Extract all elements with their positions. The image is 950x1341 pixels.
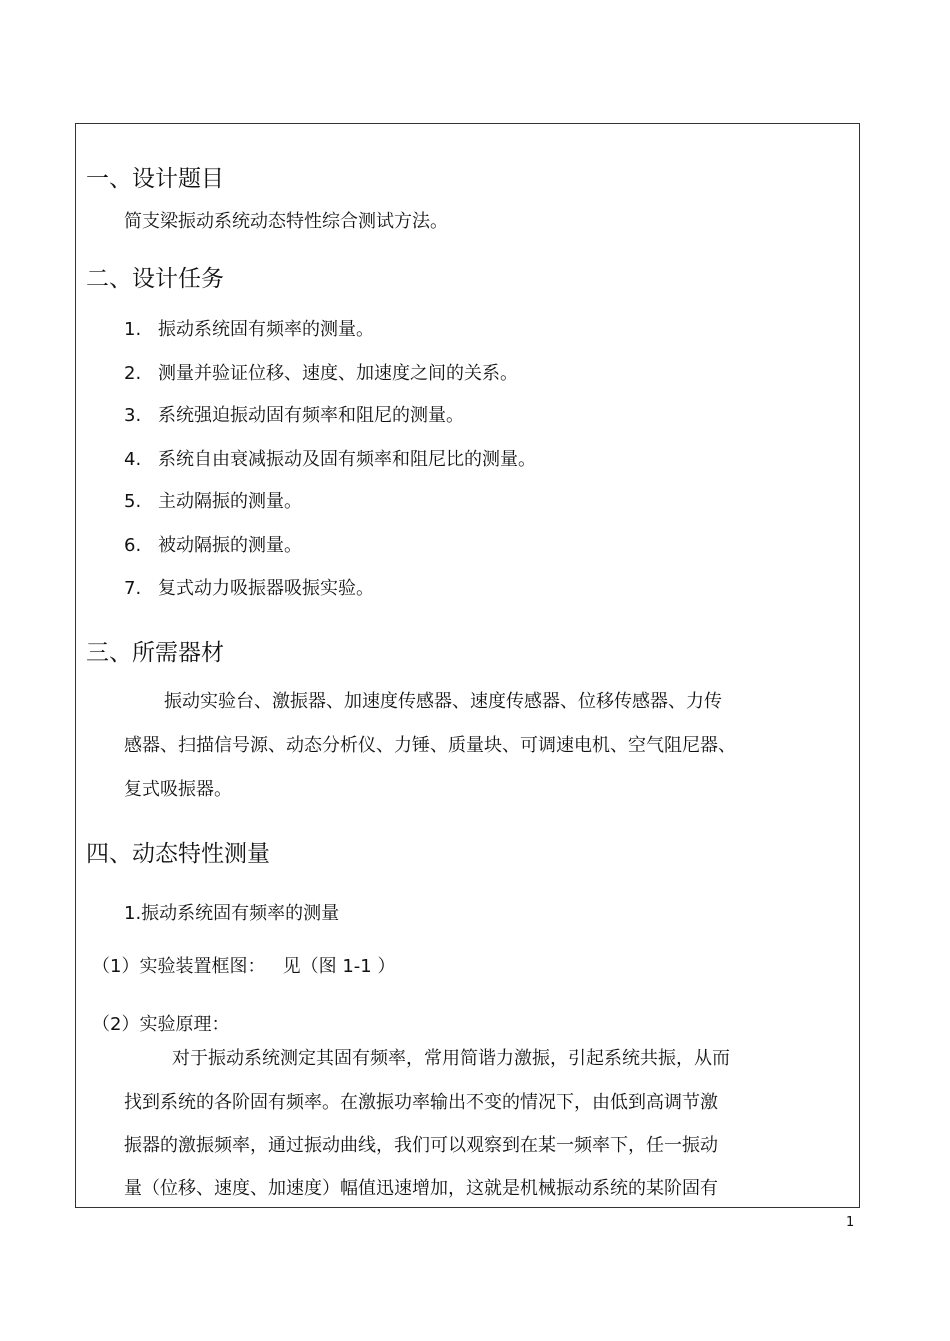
heading-equipment: 三、所需器材 xyxy=(86,640,224,666)
experiment-setup-line: （1）实验装置框图： 见（图 1-1 ） xyxy=(92,956,396,977)
task-text: 系统自由衰减振动及固有频率和阻尼比的测量。 xyxy=(158,449,536,470)
task-item xyxy=(124,321,374,339)
heading-design-topic: 一、设计题目 xyxy=(86,166,224,192)
equipment-line: 感器、扫描信号源、动态分析仪、力锤、质量块、可调速电机、空气阻尼器、 xyxy=(124,735,736,756)
task-text: 主动隔振的测量。 xyxy=(158,491,302,512)
task-item xyxy=(124,580,374,598)
task-number: 1. xyxy=(124,319,142,340)
task-item xyxy=(124,537,302,555)
principle-line: 找到系统的各阶固有频率。在激振功率输出不变的情况下，由低到高调节激 xyxy=(124,1092,718,1113)
heading-design-tasks: 二、设计任务 xyxy=(86,266,224,292)
principle-line: 振器的激振频率，通过振动曲线，我们可以观察到在某一频率下，任一振动 xyxy=(124,1135,718,1156)
subheading-natural-frequency: 1.振动系统固有频率的测量 xyxy=(124,903,340,924)
task-number: 5. xyxy=(124,491,142,512)
equipment-line: 复式吸振器。 xyxy=(124,779,232,800)
task-number: 6. xyxy=(124,535,142,556)
task-number: 2. xyxy=(124,363,142,384)
task-text: 系统强迫振动固有频率和阻尼的测量。 xyxy=(158,405,464,426)
experiment-principle-label: （2）实验原理： xyxy=(92,1014,230,1035)
task-text: 测量并验证位移、速度、加速度之间的关系。 xyxy=(158,363,518,384)
task-text: 复式动力吸振器吸振实验。 xyxy=(158,578,374,599)
task-item xyxy=(124,365,518,383)
heading-dynamic-measurement: 四、动态特性测量 xyxy=(86,841,270,867)
task-text: 振动系统固有频率的测量。 xyxy=(158,319,374,340)
task-number: 7. xyxy=(124,578,142,599)
task-number: 3. xyxy=(124,405,142,426)
task-item xyxy=(124,407,464,425)
equipment-line: 振动实验台、激振器、加速度传感器、速度传感器、位移传感器、力传 xyxy=(164,691,722,712)
task-text: 被动隔振的测量。 xyxy=(158,535,302,556)
task-item xyxy=(124,493,302,511)
principle-line: 量（位移、速度、加速度）幅值迅速增加，这就是机械振动系统的某阶固有 xyxy=(124,1178,718,1199)
page-number: 1 xyxy=(846,1215,855,1230)
task-item xyxy=(124,451,536,469)
design-topic-text: 简支梁振动系统动态特性综合测试方法。 xyxy=(124,211,448,232)
principle-line: 对于振动系统测定其固有频率，常用简谐力激振，引起系统共振，从而 xyxy=(172,1048,730,1069)
task-number: 4. xyxy=(124,449,142,470)
